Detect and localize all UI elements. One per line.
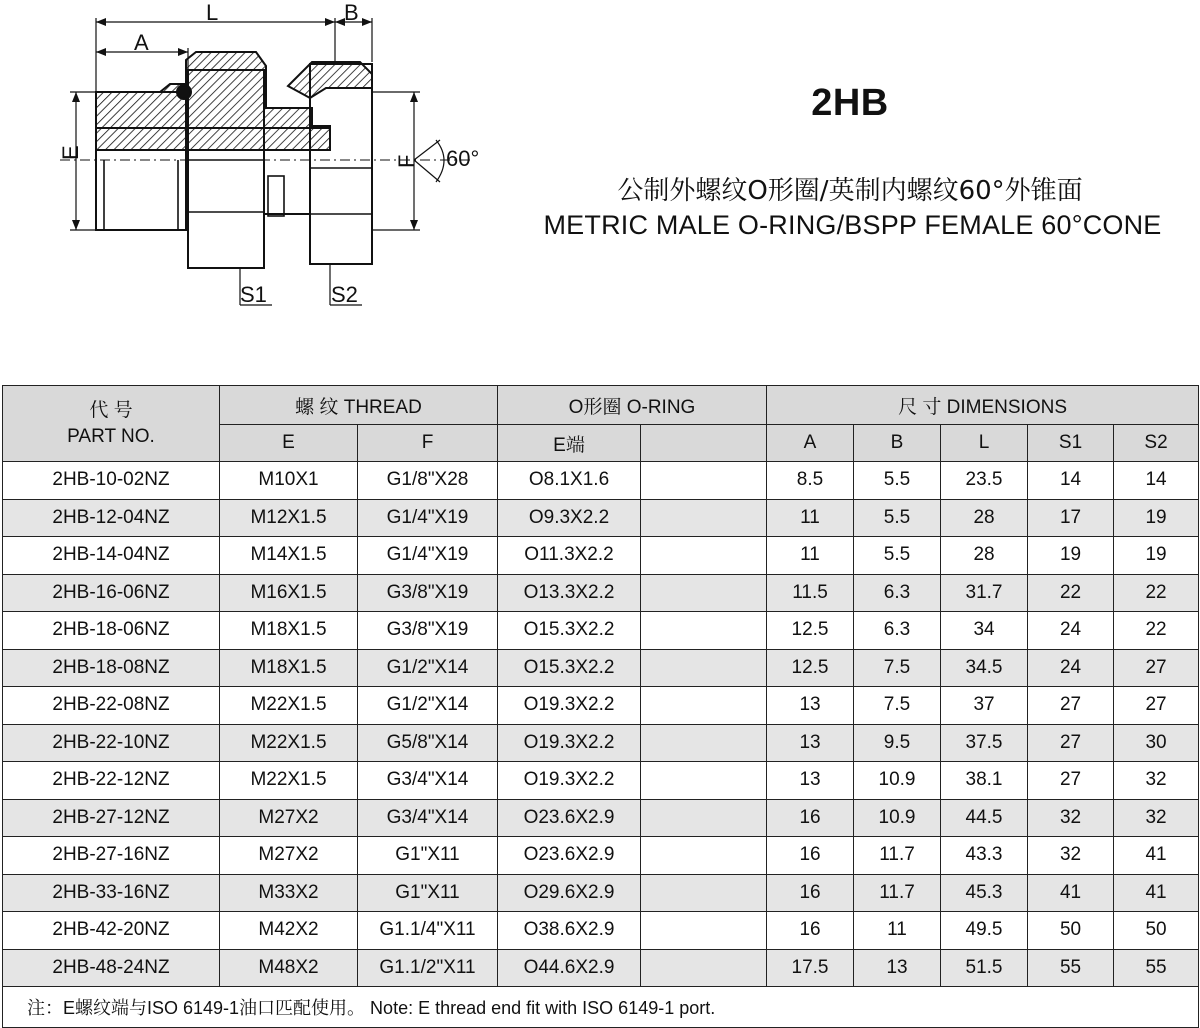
table-cell: 7.5 xyxy=(854,687,941,725)
table-cell xyxy=(641,649,767,687)
table-cell: 19 xyxy=(1114,537,1199,575)
table-row xyxy=(3,649,1199,687)
part-number-cell: 2HB-10-02NZ xyxy=(3,462,220,500)
subheader-cell: E xyxy=(220,425,358,462)
table-cell: 6.3 xyxy=(854,574,941,612)
table-cell: 43.3 xyxy=(941,837,1028,875)
table-cell: 17 xyxy=(1028,499,1114,537)
table-cell: O23.6X2.9 xyxy=(498,799,641,837)
header-part-en: PART NO. xyxy=(67,425,155,447)
table-cell: 5.5 xyxy=(854,499,941,537)
table-cell: 27 xyxy=(1028,762,1114,800)
part-number-cell: 2HB-42-20NZ xyxy=(3,912,220,950)
subheader-cell: B xyxy=(854,425,941,462)
dim-label-f: F xyxy=(394,154,419,168)
header-part-cn: 代 号 xyxy=(89,399,133,421)
table-cell: 14 xyxy=(1114,462,1199,500)
table-cell xyxy=(641,537,767,575)
table-row xyxy=(3,724,1199,762)
table-cell: 41 xyxy=(1028,874,1114,912)
table-cell xyxy=(641,912,767,950)
specification-table xyxy=(2,385,1199,1028)
fitting-cross-section-drawing xyxy=(0,0,500,320)
table-cell: 28 xyxy=(941,499,1028,537)
table-cell: 9.5 xyxy=(854,724,941,762)
table-row xyxy=(3,762,1199,800)
table-cell: M27X2 xyxy=(220,837,358,875)
table-cell: 32 xyxy=(1114,762,1199,800)
table-cell: O15.3X2.2 xyxy=(498,612,641,650)
table-cell: M48X2 xyxy=(220,949,358,987)
table-cell: M22X1.5 xyxy=(220,687,358,725)
table-cell: 32 xyxy=(1028,837,1114,875)
table-cell: 34.5 xyxy=(941,649,1028,687)
table-cell: 28 xyxy=(941,537,1028,575)
dim-label-s1: S1 xyxy=(240,282,267,307)
table-cell: G3/4"X14 xyxy=(358,762,498,800)
table-cell: 13 xyxy=(767,724,854,762)
table-cell: 5.5 xyxy=(854,462,941,500)
table-cell: 16 xyxy=(767,912,854,950)
subheader-cell: L xyxy=(941,425,1028,462)
table-cell: 16 xyxy=(767,874,854,912)
table-cell: 41 xyxy=(1114,837,1199,875)
table-cell xyxy=(641,499,767,537)
table-row xyxy=(3,574,1199,612)
table-cell: M27X2 xyxy=(220,799,358,837)
table-row xyxy=(3,799,1199,837)
table-cell xyxy=(641,949,767,987)
table-cell: 19 xyxy=(1114,499,1199,537)
part-number-cell: 2HB-48-24NZ xyxy=(3,949,220,987)
table-cell: 11 xyxy=(854,912,941,950)
part-number-cell: 2HB-33-16NZ xyxy=(3,874,220,912)
part-number-cell: 2HB-27-16NZ xyxy=(3,837,220,875)
subheader-cell: A xyxy=(767,425,854,462)
table-cell: O13.3X2.2 xyxy=(498,574,641,612)
table-cell xyxy=(641,462,767,500)
table-cell: O44.6X2.9 xyxy=(498,949,641,987)
table-cell: 16 xyxy=(767,799,854,837)
table-cell: G1/4"X19 xyxy=(358,499,498,537)
subheader-cell: E端 xyxy=(498,425,641,462)
table-cell: M14X1.5 xyxy=(220,537,358,575)
table-cell: G1"X11 xyxy=(358,837,498,875)
table-cell xyxy=(641,837,767,875)
table-cell: 17.5 xyxy=(767,949,854,987)
table-cell: 11.7 xyxy=(854,837,941,875)
subheader-cell: S1 xyxy=(1028,425,1114,462)
table-cell: 23.5 xyxy=(941,462,1028,500)
table-cell: 7.5 xyxy=(854,649,941,687)
table-row xyxy=(3,499,1199,537)
table-cell: M22X1.5 xyxy=(220,724,358,762)
table-cell: 50 xyxy=(1028,912,1114,950)
table-cell: 27 xyxy=(1114,649,1199,687)
table-cell: 5.5 xyxy=(854,537,941,575)
table-cell: 19 xyxy=(1028,537,1114,575)
table-cell: O8.1X1.6 xyxy=(498,462,641,500)
table-cell: 31.7 xyxy=(941,574,1028,612)
table-cell: 10.9 xyxy=(854,799,941,837)
table-cell: 13 xyxy=(767,762,854,800)
table-cell: 50 xyxy=(1114,912,1199,950)
subheader-cell: F xyxy=(358,425,498,462)
table-cell xyxy=(641,574,767,612)
table-cell: O23.6X2.9 xyxy=(498,837,641,875)
table-cell: 24 xyxy=(1028,612,1114,650)
dim-label-s2: S2 xyxy=(331,282,358,307)
title-chinese: 公制外螺纹O形圈/英制内螺纹60°外锥面 xyxy=(617,176,1083,206)
table-cell: 12.5 xyxy=(767,612,854,650)
table-cell: 49.5 xyxy=(941,912,1028,950)
table-row xyxy=(3,837,1199,875)
table-cell: G3/8"X19 xyxy=(358,612,498,650)
dim-label-e: E xyxy=(58,145,83,160)
table-cell xyxy=(641,874,767,912)
table-cell xyxy=(641,687,767,725)
dim-label-a: A xyxy=(134,30,149,55)
table-cell: 22 xyxy=(1114,612,1199,650)
header-oring: O形圈 O-RING xyxy=(498,386,767,425)
table-row xyxy=(3,612,1199,650)
subheader-cell xyxy=(641,425,767,462)
table-cell: O19.3X2.2 xyxy=(498,762,641,800)
table-cell: G5/8"X14 xyxy=(358,724,498,762)
table-cell: 27 xyxy=(1114,687,1199,725)
table-cell: 16 xyxy=(767,837,854,875)
table-cell: 11 xyxy=(767,537,854,575)
table-cell: 51.5 xyxy=(941,949,1028,987)
table-cell: M10X1 xyxy=(220,462,358,500)
table-cell: 22 xyxy=(1114,574,1199,612)
part-number-cell: 2HB-14-04NZ xyxy=(3,537,220,575)
table-cell: 37.5 xyxy=(941,724,1028,762)
table-cell: 34 xyxy=(941,612,1028,650)
table-cell: 11 xyxy=(767,499,854,537)
table-cell: O29.6X2.9 xyxy=(498,874,641,912)
product-code: 2HB xyxy=(811,82,889,124)
table-cell: M33X2 xyxy=(220,874,358,912)
part-number-cell: 2HB-22-12NZ xyxy=(3,762,220,800)
table-cell xyxy=(641,612,767,650)
table-cell: G1/8"X28 xyxy=(358,462,498,500)
table-cell: 32 xyxy=(1028,799,1114,837)
table-cell: 13 xyxy=(854,949,941,987)
table-row xyxy=(3,687,1199,725)
header-thread: 螺 纹 THREAD xyxy=(220,386,498,425)
table-cell: O38.6X2.9 xyxy=(498,912,641,950)
table-cell: 55 xyxy=(1028,949,1114,987)
table-cell xyxy=(641,724,767,762)
table-cell: O11.3X2.2 xyxy=(498,537,641,575)
table-note: 注：E螺纹端与ISO 6149-1油口匹配使用。 Note: E thread end fit with ISO 6149-1 port. xyxy=(3,987,1199,1028)
part-number-cell: 2HB-18-08NZ xyxy=(3,649,220,687)
table-cell: 38.1 xyxy=(941,762,1028,800)
table-cell: 12.5 xyxy=(767,649,854,687)
table-cell: 30 xyxy=(1114,724,1199,762)
table-cell: 45.3 xyxy=(941,874,1028,912)
part-number-cell: 2HB-22-10NZ xyxy=(3,724,220,762)
table-cell: 24 xyxy=(1028,649,1114,687)
part-number-cell: 2HB-22-08NZ xyxy=(3,687,220,725)
table-row xyxy=(3,462,1199,500)
dim-label-angle: 60° xyxy=(446,146,480,171)
table-cell: G1"X11 xyxy=(358,874,498,912)
table-cell: 41 xyxy=(1114,874,1199,912)
table-cell: M22X1.5 xyxy=(220,762,358,800)
title-english: METRIC MALE O-RING/BSPP FEMALE 60°CONE xyxy=(543,210,1162,240)
table-cell: 55 xyxy=(1114,949,1199,987)
table-cell xyxy=(641,762,767,800)
table-cell: M12X1.5 xyxy=(220,499,358,537)
table-cell: 13 xyxy=(767,687,854,725)
table-body xyxy=(3,462,1199,987)
table-row xyxy=(3,874,1199,912)
table-cell: 10.9 xyxy=(854,762,941,800)
table-cell: O19.3X2.2 xyxy=(498,687,641,725)
table-cell: M42X2 xyxy=(220,912,358,950)
table-cell: 11.5 xyxy=(767,574,854,612)
part-number-cell: 2HB-12-04NZ xyxy=(3,499,220,537)
subheader-cell: S2 xyxy=(1114,425,1199,462)
dim-label-b: B xyxy=(344,0,359,25)
table-cell: 11.7 xyxy=(854,874,941,912)
table-cell: O19.3X2.2 xyxy=(498,724,641,762)
table-cell: G1.1/4"X11 xyxy=(358,912,498,950)
table-cell: O15.3X2.2 xyxy=(498,649,641,687)
table-cell: 44.5 xyxy=(941,799,1028,837)
table-cell: O9.3X2.2 xyxy=(498,499,641,537)
table-row xyxy=(3,912,1199,950)
table-cell: 8.5 xyxy=(767,462,854,500)
table-row xyxy=(3,537,1199,575)
table-cell: G1.1/2"X11 xyxy=(358,949,498,987)
table-cell: G1/4"X19 xyxy=(358,537,498,575)
header-dimensions: 尺 寸 DIMENSIONS xyxy=(767,386,1199,425)
table-cell: M18X1.5 xyxy=(220,649,358,687)
table-cell: G3/4"X14 xyxy=(358,799,498,837)
table-cell: G1/2"X14 xyxy=(358,687,498,725)
table-cell: 37 xyxy=(941,687,1028,725)
header-part-no xyxy=(3,386,220,462)
table-cell xyxy=(641,799,767,837)
part-number-cell: 2HB-18-06NZ xyxy=(3,612,220,650)
dim-label-l: L xyxy=(206,0,219,25)
part-number-cell: 2HB-27-12NZ xyxy=(3,799,220,837)
table-cell: 14 xyxy=(1028,462,1114,500)
part-number-cell: 2HB-16-06NZ xyxy=(3,574,220,612)
table-row xyxy=(3,949,1199,987)
table-cell: G1/2"X14 xyxy=(358,649,498,687)
table-cell: 32 xyxy=(1114,799,1199,837)
table-cell: G3/8"X19 xyxy=(358,574,498,612)
table-cell: 27 xyxy=(1028,687,1114,725)
table-cell: 6.3 xyxy=(854,612,941,650)
table-cell: M16X1.5 xyxy=(220,574,358,612)
table-cell: 27 xyxy=(1028,724,1114,762)
table-cell: M18X1.5 xyxy=(220,612,358,650)
table-cell: 22 xyxy=(1028,574,1114,612)
